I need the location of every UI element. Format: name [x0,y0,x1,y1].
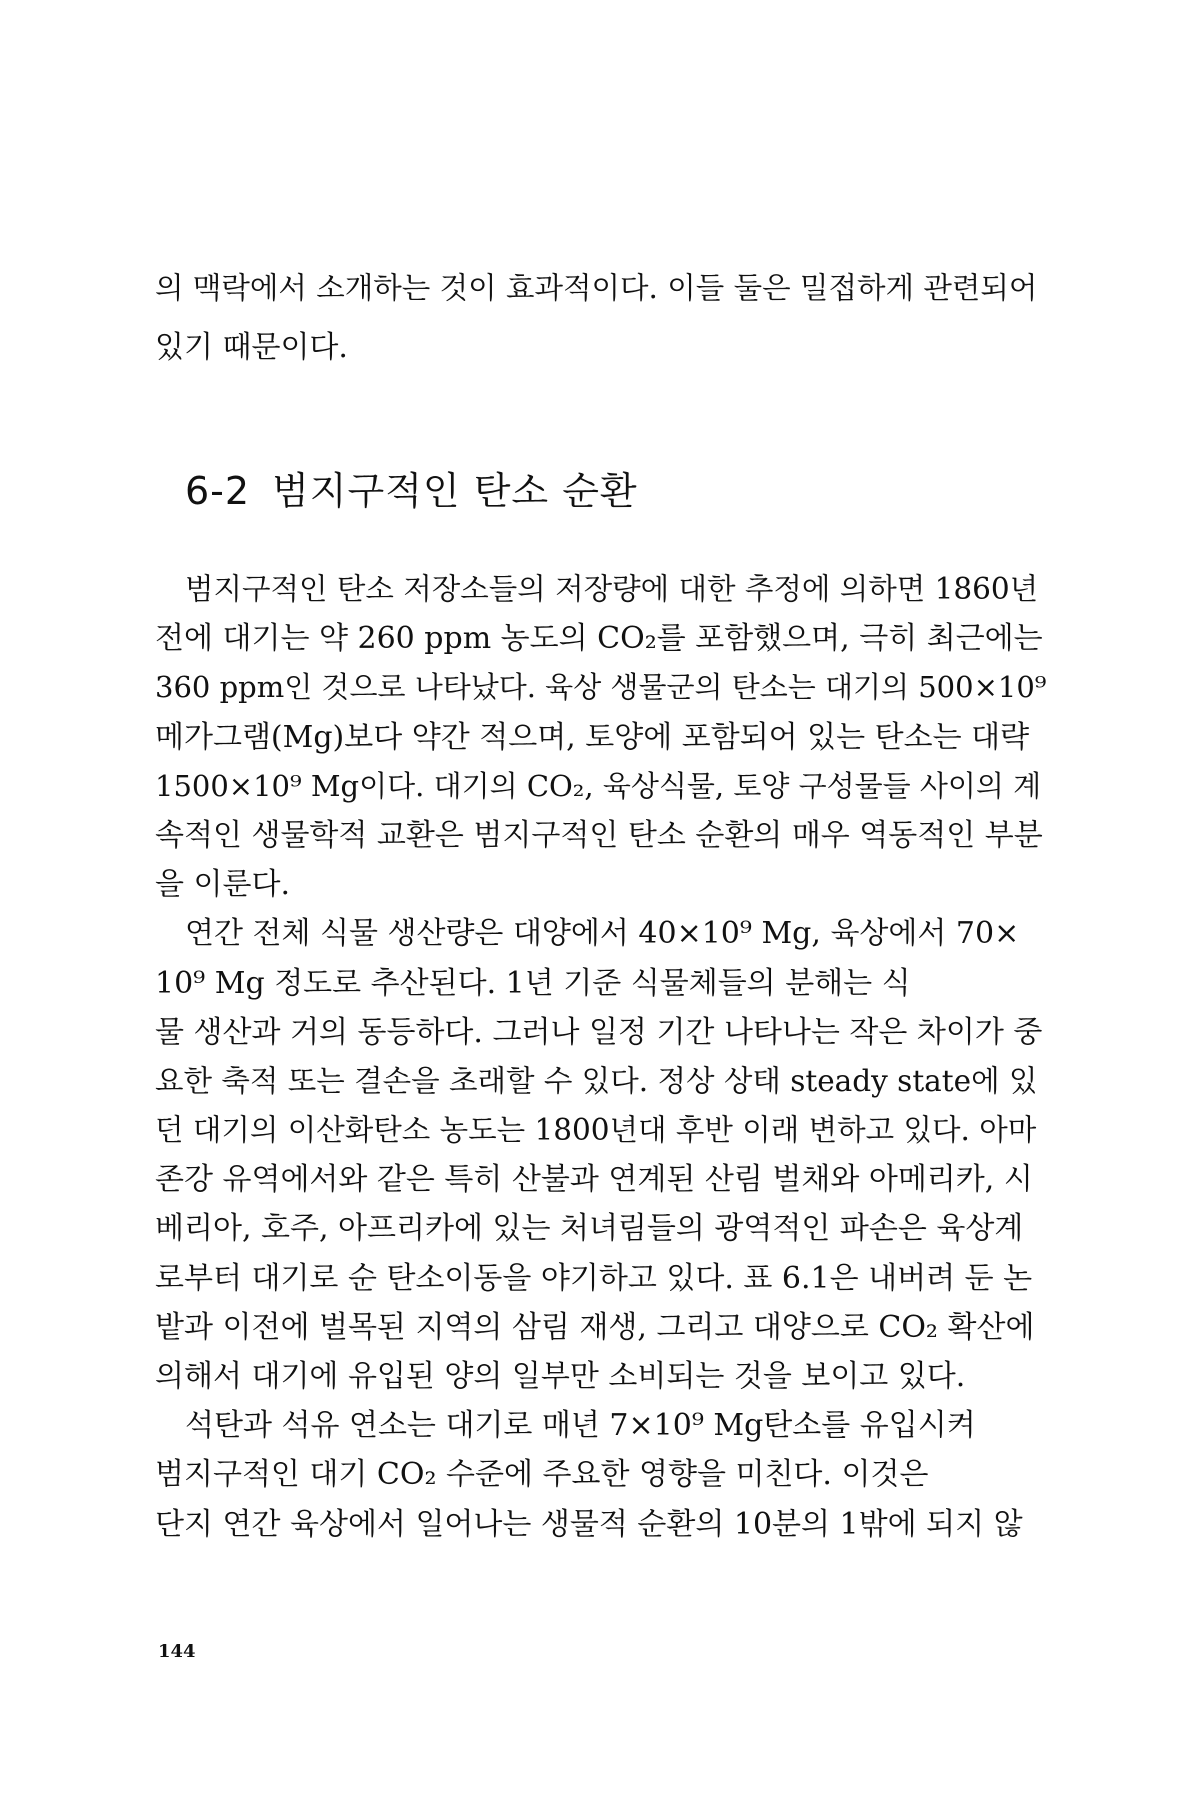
body-line: 밭과 이전에 벌목된 지역의 삼림 재생, 그리고 대양으로 CO₂ 확산에 [155,1309,1035,1345]
body-line: 물 생산과 거의 동등하다. 그러나 일정 기간 나타나는 작은 차이가 중 [155,1014,1043,1050]
lead-line-1: 의 맥락에서 소개하는 것이 효과적이다. 이들 둘은 밀접하게 관련되어 [155,271,1038,305]
body-line: 1500×10⁹ Mg이다. 대기의 CO₂, 육상식물, 토양 구성물들 사이의 계 [155,768,1042,803]
lead-paragraph [155,258,1050,378]
body-text [155,565,1050,1549]
body-line: 전에 대기는 약 260 ppm 농도의 CO₂를 포함했으며, 극히 최근에는 [155,621,1043,657]
page-number: 144 [158,1641,196,1662]
body-line: 연간 전체 식물 생산량은 대양에서 40×10⁹ Mg, 육상에서 70× [185,916,1020,952]
body-line: 요한 축적 또는 결손을 초래할 수 있다. 정상 상태 steady state에 있 [155,1063,1038,1098]
body-line: 속적인 생물학적 교환은 범지구적인 탄소 순환의 매우 역동적인 부분 [155,817,1043,853]
body-line: 던 대기의 이산화탄소 농도는 1800년대 후반 이래 변하고 있다. 아마 [155,1113,1037,1148]
body-line: 로부터 대기로 순 탄소이동을 야기하고 있다. 표 6.1은 내버려 둔 논 [155,1260,1033,1296]
body-line: 360 ppm인 것으로 나타났다. 육상 생물군의 탄소는 대기의 500×10⁹ [155,670,1047,705]
body-line: 범지구적인 탄소 저장소들의 저장량에 대한 추정에 의하면 1860년 [185,572,1039,606]
body-line: 단지 연간 육상에서 일어나는 생물적 순환의 10분의 1밖에 되지 않 [155,1506,1023,1542]
section-number: 6-2 [185,469,251,513]
body-line: 석탄과 석유 연소는 대기로 매년 7×10⁹ Mg탄소를 유입시켜 [185,1408,976,1444]
lead-line-2: 있기 때문이다. [155,330,348,365]
body-line: 을 이룬다. [155,867,290,903]
body-line: 존강 유역에서와 같은 특히 산불과 연계된 산림 벌채와 아메리카, 시 [155,1162,1033,1198]
body-line: 범지구적인 대기 CO₂ 수준에 주요한 영향을 미친다. 이것은 [155,1457,929,1493]
body-line: 10⁹ Mg 정도로 추산된다. 1년 기준 식물체들의 분해는 식 [155,965,911,1001]
body-line: 의해서 대기에 유입된 양의 일부만 소비되는 것을 보이고 있다. [155,1359,966,1394]
section-title: 범지구적인 탄소 순환 [272,469,638,513]
body-line: 베리아, 호주, 아프리카에 있는 처녀림들의 광역적인 파손은 육상계 [155,1211,1024,1247]
body-line: 메가그램(Mg)보다 약간 적으며, 토양에 포함되어 있는 탄소는 대략 [155,719,1030,755]
section-heading [185,460,638,515]
